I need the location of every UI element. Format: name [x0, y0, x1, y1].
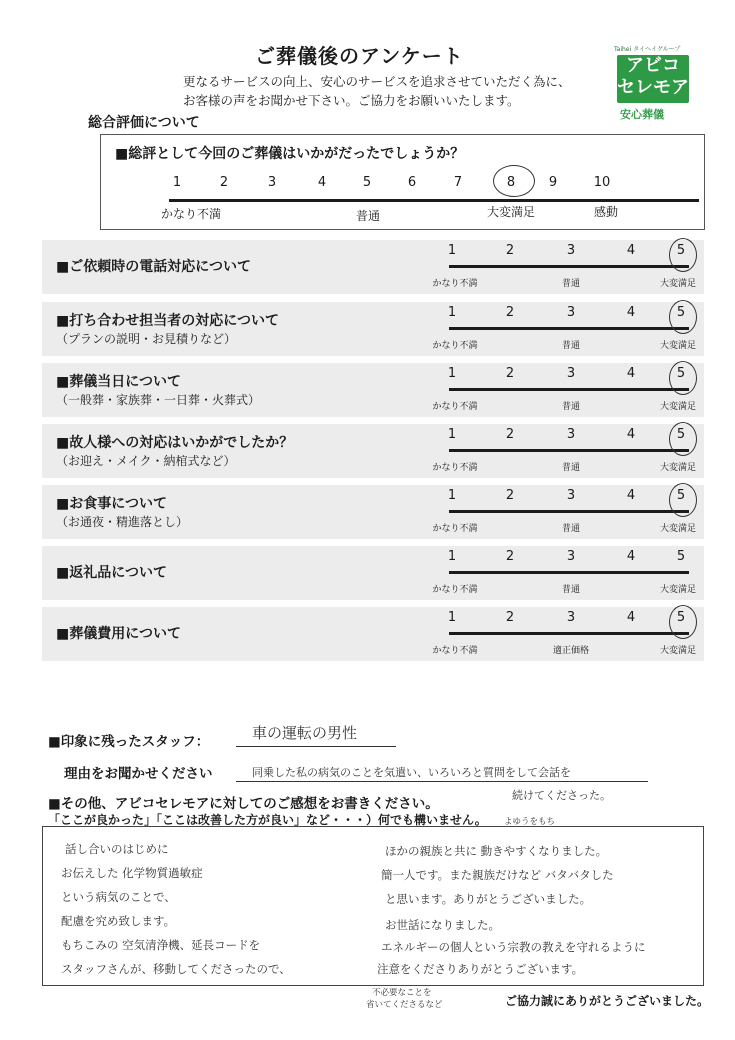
rating-scale-number[interactable]: 1: [447, 610, 457, 625]
overall-question: ■総評として今回のご葬儀はいかがだったでしょうか？: [115, 146, 465, 162]
comment-left-line: スタッフさんが、移動してくださったので、: [61, 962, 291, 976]
rating-scale-number[interactable]: 3: [566, 427, 576, 442]
comments-label: ■その他、アビコセレモアに対してのご感想をお書きください。: [48, 796, 439, 812]
rating-scale-line: [449, 327, 689, 330]
overall-selected-circle: [493, 165, 535, 197]
rating-row-sublabel: （プランの説明・お見積りなど）: [56, 332, 237, 346]
rating-scale-number[interactable]: 5: [676, 366, 686, 381]
rating-selected-circle: [669, 361, 697, 395]
rating-scale-label: 普通: [561, 463, 581, 473]
rating-row-sublabel: （お迎え・メイク・納棺式など）: [56, 454, 236, 468]
rating-scale-number[interactable]: 3: [566, 549, 576, 564]
rating-scale-label: 大変満足: [659, 279, 697, 289]
overall-scale-number[interactable]: 3: [267, 175, 277, 190]
overall-scale-number[interactable]: 7: [453, 175, 463, 190]
rating-scale-label: 普通: [561, 585, 581, 595]
rating-scale-number[interactable]: 3: [566, 366, 576, 381]
rating-row-label: ■葬儀費用について: [56, 626, 181, 642]
comment-right-line: ほかの親族と共に 動きやすくなりました。: [385, 844, 608, 858]
overall-label-low: かなり不満: [160, 207, 222, 221]
comment-right-line: 注意をくださりありがとうございます。: [377, 962, 584, 976]
comment-left-line: 話し合いのはじめに: [65, 842, 169, 856]
rating-scale-label: かなり不満: [432, 279, 478, 289]
rating-scale-number[interactable]: 1: [447, 305, 457, 320]
rating-row-label: ■お食事について: [56, 496, 167, 512]
overall-scale-number[interactable]: 1: [172, 175, 182, 190]
rating-scale-number[interactable]: 3: [566, 305, 576, 320]
rating-scale-number[interactable]: 4: [626, 427, 636, 442]
rating-scale-number[interactable]: 2: [505, 549, 515, 564]
rating-scale-label: かなり不満: [432, 646, 478, 656]
rating-selected-circle: [669, 422, 697, 456]
reason-underline: [236, 781, 648, 782]
overall-scale-number[interactable]: 2: [219, 175, 229, 190]
rating-scale-label: 普通: [561, 341, 581, 351]
logo-tagline: 安心葬儀: [620, 108, 664, 121]
comment-left-line: という病気のことで、: [61, 890, 176, 904]
rating-scale-label: かなり不満: [432, 585, 478, 595]
rating-scale-label: 大変満足: [659, 341, 697, 351]
rating-row: [42, 485, 704, 539]
rating-scale-number[interactable]: 3: [566, 243, 576, 258]
rating-selected-circle: [669, 300, 697, 334]
rating-scale-number[interactable]: 4: [626, 305, 636, 320]
reason-label: 理由をお聞かせください: [64, 766, 213, 782]
overall-scale-number[interactable]: 4: [317, 175, 327, 190]
rating-scale-number[interactable]: 3: [566, 610, 576, 625]
rating-scale-line: [449, 632, 689, 635]
rating-row-label: ■返礼品について: [56, 565, 167, 581]
comment-left-line: お伝えした 化学物質過敏症: [61, 866, 203, 880]
comment-left-line: もちこみの 空気清浄機、延長コードを: [61, 938, 261, 952]
intro-text-line2: お客様の声をお聞かせ下さい。ご協力をお願いいたします。: [183, 93, 520, 108]
overall-rating-box: [100, 134, 705, 230]
rating-scale-line: [449, 265, 689, 268]
rating-row: [42, 302, 704, 356]
rating-scale-number[interactable]: 1: [447, 366, 457, 381]
rating-scale-label: 大変満足: [659, 402, 697, 412]
overall-scale-number[interactable]: 8: [506, 175, 516, 190]
overall-scale-number[interactable]: 10: [593, 175, 611, 190]
company-logo: [617, 55, 689, 103]
overall-label-top: 感動: [593, 205, 619, 219]
logo-line1: アビコ: [626, 55, 680, 76]
overall-scale-number[interactable]: 9: [548, 175, 558, 190]
rating-scale-label: 大変満足: [659, 585, 697, 595]
rating-scale-label: かなり不満: [432, 524, 478, 534]
rating-scale-label: 大変満足: [659, 646, 697, 656]
rating-scale-number[interactable]: 2: [505, 427, 515, 442]
rating-scale-label: かなり不満: [432, 463, 478, 473]
rating-row-sublabel: （一般葬・家族葬・一日葬・火葬式）: [56, 393, 261, 407]
rating-row: [42, 424, 704, 478]
overall-scale-line: [169, 199, 699, 202]
rating-scale-number[interactable]: 5: [676, 610, 686, 625]
rating-scale-number[interactable]: 5: [676, 427, 686, 442]
rating-selected-circle: [669, 483, 697, 517]
rating-row: [42, 546, 704, 600]
rating-scale-number[interactable]: 4: [626, 243, 636, 258]
overall-scale-number[interactable]: 5: [362, 175, 372, 190]
rating-scale-number[interactable]: 1: [447, 243, 457, 258]
comments-insert-top: よゆうをもち: [504, 817, 556, 827]
rating-scale-number[interactable]: 5: [676, 488, 686, 503]
rating-row: [42, 607, 704, 661]
comments-insert-bottom-2: 省いてくださるなど: [366, 1000, 443, 1010]
rating-scale-number[interactable]: 2: [505, 610, 515, 625]
rating-scale-number[interactable]: 5: [676, 243, 686, 258]
rating-scale-number[interactable]: 4: [626, 366, 636, 381]
intro-text-line1: 更なるサービスの向上、安心のサービスを追求させていただく為に、: [183, 74, 571, 89]
group-logo-text: Taihei タイヘイグループ: [614, 46, 681, 53]
rating-scale-number[interactable]: 2: [505, 243, 515, 258]
reason-line1: 同乗した私の病気のことを気遣い、いろいろと質問をして会話を: [252, 766, 571, 779]
rating-selected-circle: [669, 238, 697, 272]
rating-scale-number[interactable]: 3: [566, 488, 576, 503]
rating-scale-label: 適正価格: [552, 646, 590, 656]
comment-right-line: と思います。ありがとうございました。: [385, 892, 592, 906]
rating-scale-number[interactable]: 2: [505, 305, 515, 320]
staff-answer: 車の運転の男性: [252, 724, 358, 742]
rating-scale-number[interactable]: 4: [626, 610, 636, 625]
rating-scale-label: かなり不満: [432, 341, 478, 351]
rating-scale-line: [449, 388, 689, 391]
rating-row-sublabel: （お通夜・精進落とし）: [56, 515, 189, 529]
rating-row: [42, 363, 704, 417]
rating-scale-line: [449, 510, 689, 513]
rating-row-label: ■故人様への対応はいかがでしたか？: [56, 435, 294, 451]
comment-right-line: お世話になりました。: [385, 918, 500, 932]
overall-label-mid: 普通: [355, 209, 381, 223]
rating-row-label: ■ご依頼時の電話対応について: [56, 259, 251, 275]
rating-scale-number[interactable]: 4: [626, 488, 636, 503]
rating-scale-number[interactable]: 4: [626, 549, 636, 564]
rating-scale-label: 大変満足: [659, 463, 697, 473]
staff-label: ■印象に残ったスタッフ：: [48, 734, 210, 750]
rating-scale-number[interactable]: 5: [676, 305, 686, 320]
rating-scale-number[interactable]: 5: [676, 549, 686, 564]
page-title: ご葬儀後のアンケート: [255, 44, 464, 68]
overall-scale-number[interactable]: 6: [407, 175, 417, 190]
rating-scale-line: [449, 571, 689, 574]
comments-note: 「ここが良かった」「ここは改善した方が良い」など・・・）何でも構いません。: [48, 813, 487, 827]
comments-insert-bottom-1: 不必要なことを: [372, 988, 432, 998]
staff-answer-underline: [236, 746, 396, 747]
rating-selected-circle: [669, 605, 697, 639]
rating-scale-label: 普通: [561, 402, 581, 412]
comment-right-line: 簡一人です。また親族だけなど バタバタした: [381, 868, 614, 882]
overall-label-high: 大変満足: [486, 205, 536, 219]
rating-scale-number[interactable]: 1: [447, 427, 457, 442]
rating-row-label: ■打ち合わせ担当者の対応について: [56, 313, 279, 329]
comments-box[interactable]: [42, 826, 704, 986]
rating-scale-label: 普通: [561, 524, 581, 534]
overall-heading: 総合評価について: [88, 115, 200, 131]
rating-scale-label: 大変満足: [659, 524, 697, 534]
rating-scale-line: [449, 449, 689, 452]
rating-scale-number[interactable]: 1: [447, 549, 457, 564]
comment-left-line: 配慮を究め致します。: [61, 914, 176, 928]
thanks-text: ご協力誠にありがとうございました。: [505, 994, 710, 1008]
rating-row-label: ■葬儀当日について: [56, 374, 181, 390]
rating-scale-label: 普通: [561, 279, 581, 289]
reason-line2: 続けてくださった。: [512, 789, 611, 802]
logo-line2: セレモア: [617, 77, 689, 98]
comment-right-line: エネルギーの個人という宗教の教えを守れるように: [381, 940, 646, 954]
rating-scale-number[interactable]: 2: [505, 488, 515, 503]
rating-scale-number[interactable]: 2: [505, 366, 515, 381]
rating-row: [42, 240, 704, 294]
rating-scale-number[interactable]: 1: [447, 488, 457, 503]
rating-scale-label: かなり不満: [432, 402, 478, 412]
